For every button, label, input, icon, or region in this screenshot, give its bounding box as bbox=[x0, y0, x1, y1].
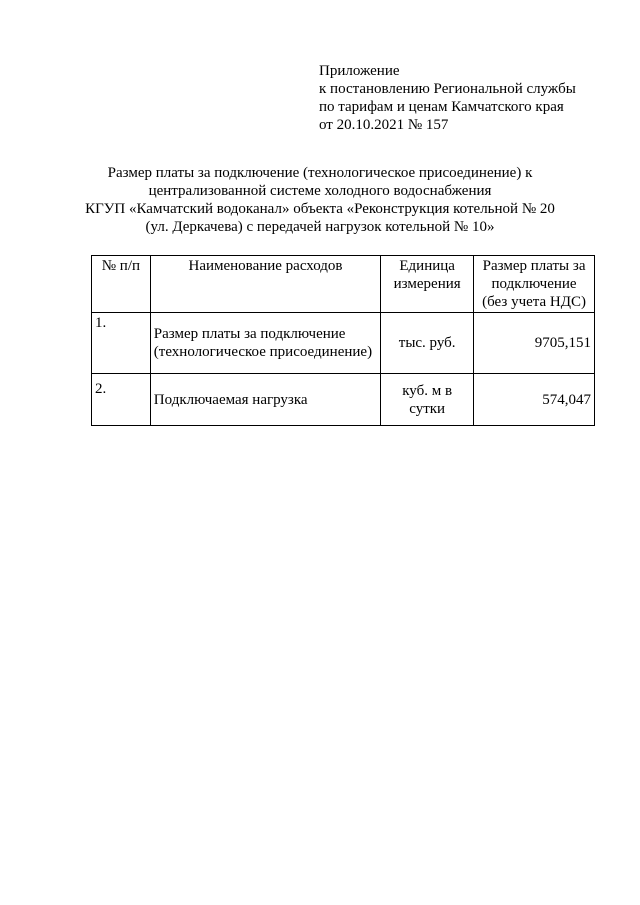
title-line-2: централизованной системе холодного водоснабжения bbox=[148, 183, 492, 199]
appendix-decree-line: к постановлению Региональной службы bbox=[319, 81, 576, 97]
row-number: 2. bbox=[92, 374, 151, 426]
row-value: 574,047 bbox=[474, 374, 595, 426]
appendix-header bbox=[319, 62, 576, 134]
table-row bbox=[92, 313, 595, 374]
row-unit: куб. м в сутки bbox=[381, 374, 474, 426]
header-fee: Размер платы за подключение (без учета НДС) bbox=[474, 256, 595, 313]
fees-table bbox=[91, 255, 595, 426]
row-name: Размер платы за подключение (технологическое присоединение) bbox=[150, 313, 380, 374]
header-name: Наименование расходов bbox=[150, 256, 380, 313]
title-line-4: (ул. Деркачева) с передачей нагрузок котельной № 10» bbox=[145, 219, 495, 235]
appendix-date-number: от 20.10.2021 № 157 bbox=[319, 117, 449, 133]
row-name: Подключаемая нагрузка bbox=[150, 374, 380, 426]
table-row bbox=[92, 374, 595, 426]
document-title bbox=[60, 164, 580, 236]
header-unit: Единица измерения bbox=[381, 256, 474, 313]
appendix-authority-line: по тарифам и ценам Камчатского края bbox=[319, 99, 564, 115]
row-value: 9705,151 bbox=[474, 313, 595, 374]
row-number: 1. bbox=[92, 313, 151, 374]
appendix-label: Приложение bbox=[319, 63, 400, 79]
header-number: № п/п bbox=[92, 256, 151, 313]
title-line-3: КГУП «Камчатский водоканал» объекта «Реконструкция котельной № 20 bbox=[85, 201, 555, 217]
title-line-1: Размер платы за подключение (технологическое присоединение) к bbox=[107, 165, 533, 181]
row-unit: тыс. руб. bbox=[381, 313, 474, 374]
table-header-row bbox=[92, 256, 595, 313]
